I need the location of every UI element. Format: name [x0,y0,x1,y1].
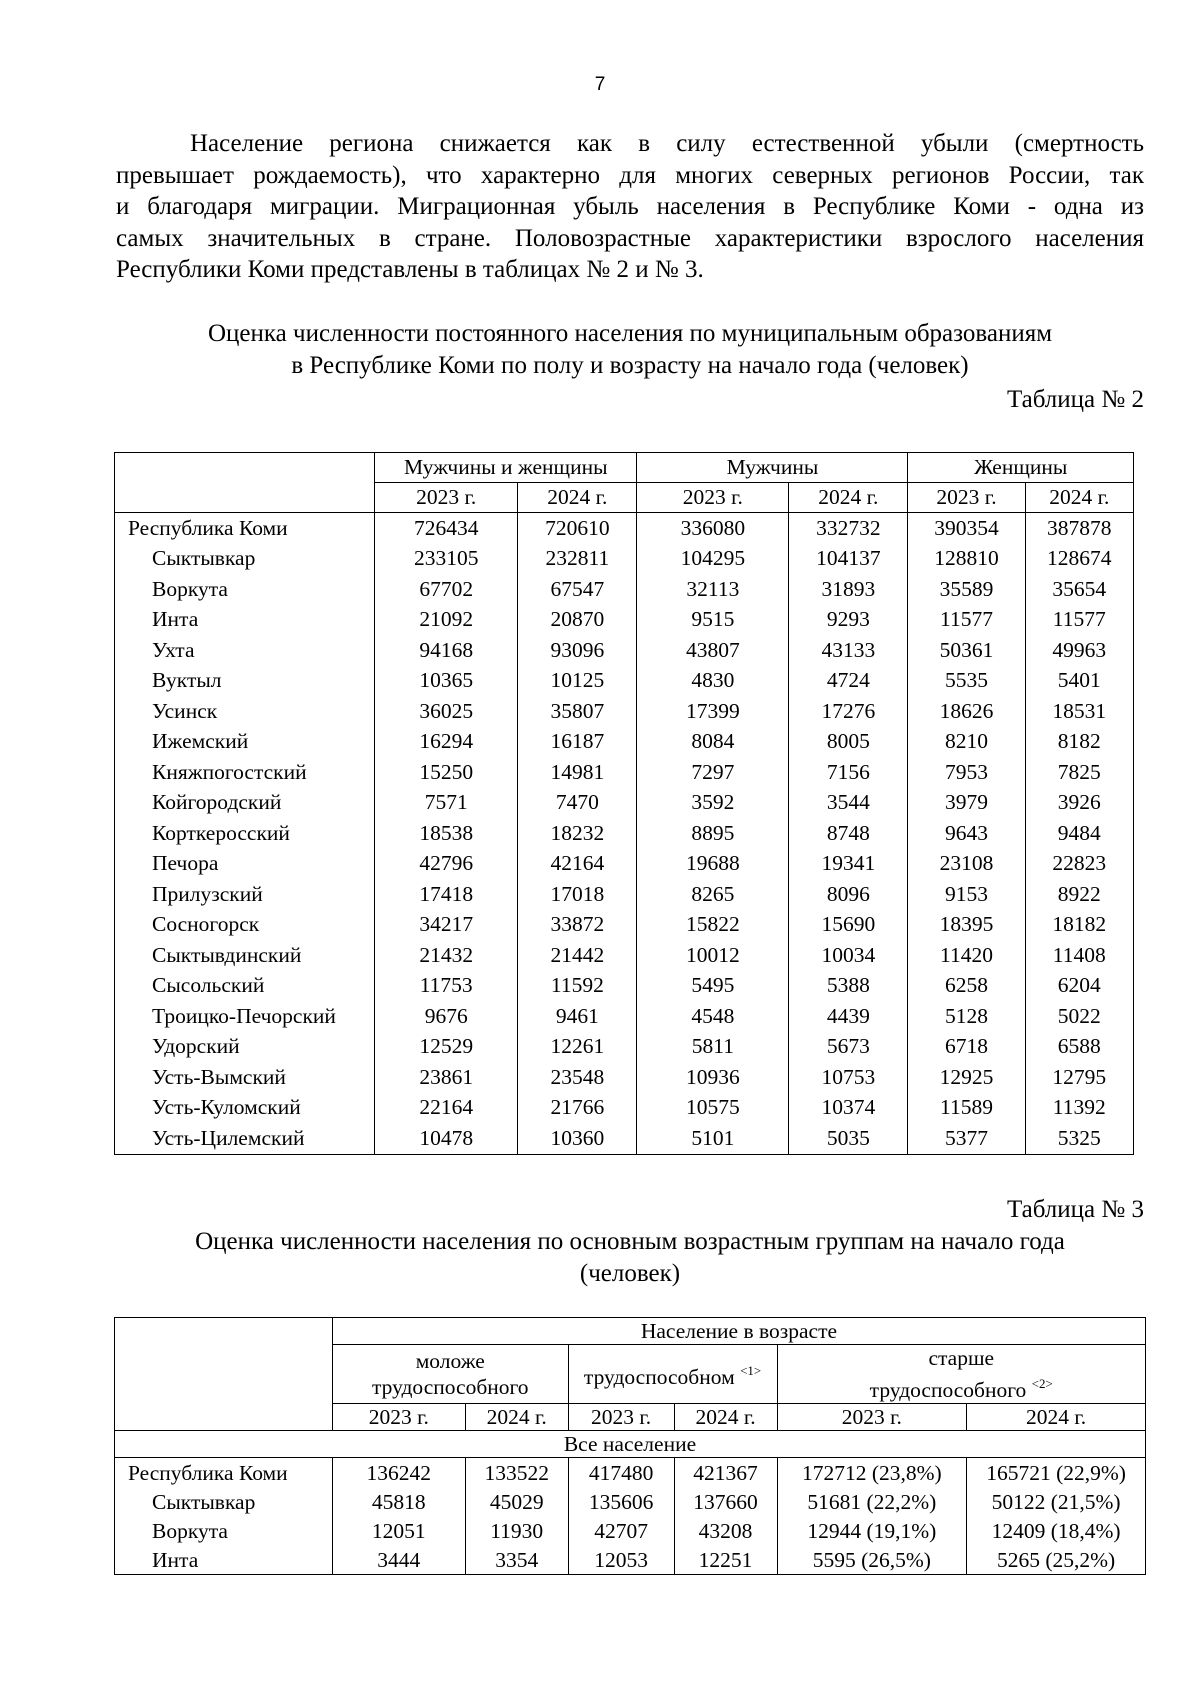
table2-row [115,910,1134,941]
table2-cell: 5388 [789,971,908,1002]
table2-row [115,879,1134,910]
table2-cell: 21092 [375,605,518,636]
table2-cell: 10575 [637,1093,789,1124]
table2-cell: 3926 [1025,788,1133,819]
table2-cell: 22823 [1025,849,1133,880]
table2-cell: 18232 [518,818,637,849]
table2-cell: 10125 [518,666,637,697]
table3-cell: 51681 (22,2%) [777,1487,967,1516]
table2-row-name: Республика Коми [115,513,375,544]
table2-cell: 18531 [1025,696,1133,727]
table2-cell: 11592 [518,971,637,1002]
table2-cell: 8895 [637,818,789,849]
table2-cell: 10478 [375,1123,518,1154]
table2-cell: 128810 [908,544,1025,575]
table2-row-name: Сосногорск [115,910,375,941]
table2-year-header: 2023 г. [908,483,1025,513]
table2-cell: 23861 [375,1062,518,1093]
table3-cell: 417480 [568,1458,674,1488]
table2-row [115,666,1134,697]
table3-top-header: Население в возрасте [332,1318,1145,1345]
table3-cell: 136242 [332,1458,465,1488]
table2-corner-cell [115,453,375,513]
table2-body [115,513,1134,1155]
table3-group-younger-line: моложе [415,1349,485,1373]
table2-cell: 11420 [908,940,1025,971]
table2-cell: 12795 [1025,1062,1133,1093]
table2-label: Таблица № 2 [1006,386,1144,413]
table2-row-name: Княжпогостский [115,757,375,788]
table2-cell: 7825 [1025,757,1133,788]
table2-cell: 10034 [789,940,908,971]
table3-cell: 50122 (21,5%) [967,1487,1146,1516]
table2-cell: 6258 [908,971,1025,1002]
table3-row-name: Инта [115,1545,333,1575]
table2-cell: 19341 [789,849,908,880]
table2-cell: 17418 [375,879,518,910]
table2-cell: 35589 [908,574,1025,605]
table2-cell: 14981 [518,757,637,788]
table2-row-name: Сыктывдинский [115,940,375,971]
table3-year-header: 2024 г. [674,1404,777,1431]
table2-row-name: Инта [115,605,375,636]
table2-row [115,1062,1134,1093]
table3-cell: 42707 [568,1516,674,1545]
table2-cell: 5101 [637,1123,789,1154]
table2-cell: 31893 [789,574,908,605]
table3-cell: 12053 [568,1545,674,1575]
table2-cell: 94168 [375,635,518,666]
table3-cell: 3444 [332,1545,465,1575]
table3-cell: 45818 [332,1487,465,1516]
table2-cell: 18182 [1025,910,1133,941]
table3-cell: 12944 (19,1%) [777,1516,967,1545]
table2-cell: 332732 [789,513,908,544]
table2-cell: 21442 [518,940,637,971]
table2-cell: 6718 [908,1032,1025,1063]
table2-cell: 15690 [789,910,908,941]
table2-row-name: Корткеросский [115,818,375,849]
table2-cell: 4548 [637,1001,789,1032]
table2-cell: 5811 [637,1032,789,1063]
table2-cell: 10365 [375,666,518,697]
table2-cell: 33872 [518,910,637,941]
table2-row-name: Сыктывкар [115,544,375,575]
table2-year-header: 2024 г. [789,483,908,513]
table2-cell: 8922 [1025,879,1133,910]
table3-year-header: 2023 г. [332,1404,465,1431]
table2-row [115,544,1134,575]
table2-cell: 720610 [518,513,637,544]
table3-label: Таблица № 3 [1006,1196,1144,1223]
table2-cell: 390354 [908,513,1025,544]
table2-cell: 3979 [908,788,1025,819]
table2-cell: 11589 [908,1093,1025,1124]
table2-cell: 15250 [375,757,518,788]
table2-cell: 8182 [1025,727,1133,758]
table2-cell: 12925 [908,1062,1025,1093]
table2-row [115,849,1134,880]
table3-cell: 421367 [674,1458,777,1488]
table2-cell: 15822 [637,910,789,941]
table2-cell: 16294 [375,727,518,758]
paragraph-line: Население региона снижается как в силу естественной убыли (смертность [190,130,1144,157]
table2-cell: 233105 [375,544,518,575]
table2-title-line: в Республике Коми по полу и возрасту на начало года (человек) [291,352,969,379]
table2-row [115,1093,1134,1124]
table2-row-name: Сысольский [115,971,375,1002]
table2-cell: 9153 [908,879,1025,910]
table2-row [115,818,1134,849]
table2-cell: 8265 [637,879,789,910]
table3-group-older-line: старше [928,1346,995,1370]
table2-cell: 16187 [518,727,637,758]
table3-title-line: (человек) [579,1260,681,1287]
table3-row [115,1458,1146,1488]
table2-cell: 19688 [637,849,789,880]
table2-cell: 21766 [518,1093,637,1124]
table3-cell: 12051 [332,1516,465,1545]
table2-title-line: Оценка численности постоянного населения по муниципальным образованиям [207,320,1053,347]
table2-row-name: Ижемский [115,727,375,758]
table2-row-name: Усть-Цилемский [115,1123,375,1154]
table2-cell: 21432 [375,940,518,971]
table2-cell: 10753 [789,1062,908,1093]
table2-cell: 50361 [908,635,1025,666]
table2-cell: 42164 [518,849,637,880]
table2-row [115,940,1134,971]
table2-cell: 36025 [375,696,518,727]
table2-row [115,1123,1134,1154]
table2-cell: 42796 [375,849,518,880]
table2-cell: 11753 [375,971,518,1002]
table2-cell: 5673 [789,1032,908,1063]
table2-cell: 726434 [375,513,518,544]
table2-row [115,757,1134,788]
table2-cell: 11392 [1025,1093,1133,1124]
table2-row [115,513,1134,544]
table3-year-header: 2023 г. [568,1404,674,1431]
table2-row-name: Троицко-Печорский [115,1001,375,1032]
table3-cell: 135606 [568,1487,674,1516]
table3-cell: 137660 [674,1487,777,1516]
table2-cell: 22164 [375,1093,518,1124]
table3-cell: 43208 [674,1516,777,1545]
table3-section-header: Все население [115,1431,1146,1458]
table2-cell: 7156 [789,757,908,788]
table2-row [115,1001,1134,1032]
table3-cell: 45029 [465,1487,568,1516]
table2-group-header: Женщины [908,453,1134,483]
table2-cell: 8748 [789,818,908,849]
table2-cell: 5377 [908,1123,1025,1154]
table2-cell: 12261 [518,1032,637,1063]
table2-cell: 5401 [1025,666,1133,697]
table2-cell: 8084 [637,727,789,758]
table2-cell: 10936 [637,1062,789,1093]
table3-group-older-line: трудоспособного [869,1378,1027,1402]
table2-cell: 32113 [637,574,789,605]
table2-cell: 9515 [637,605,789,636]
page-number: 7 [594,74,606,95]
table2-row [115,696,1134,727]
table2-year-header: 2023 г. [375,483,518,513]
table2-title [116,318,1144,382]
table2-cell: 10012 [637,940,789,971]
table2-row [115,1032,1134,1063]
table2-cell: 3592 [637,788,789,819]
table2-cell: 4724 [789,666,908,697]
table2-cell: 9643 [908,818,1025,849]
table2-cell: 7953 [908,757,1025,788]
table3-row-name: Воркута [115,1516,333,1545]
table2-row-name: Печора [115,849,375,880]
table2-cell: 49963 [1025,635,1133,666]
table3-row-name: Республика Коми [115,1458,333,1488]
table2-row [115,727,1134,758]
table3-cell: 5265 (25,2%) [967,1545,1146,1575]
table3-row-name: Сыктывкар [115,1487,333,1516]
table2-row-name: Усть-Вымский [115,1062,375,1093]
table2-row-name: Усть-Куломский [115,1093,375,1124]
table2-row [115,788,1134,819]
table2-row-name: Усинск [115,696,375,727]
table2-cell: 3544 [789,788,908,819]
table3-row [115,1516,1146,1545]
table2-row-name: Удорский [115,1032,375,1063]
table3-footnote-1: <1> [740,1363,762,1378]
table2-cell: 232811 [518,544,637,575]
table2-cell: 5128 [908,1001,1025,1032]
table2-row-name: Прилузский [115,879,375,910]
table2-cell: 5022 [1025,1001,1133,1032]
table2-cell: 104295 [637,544,789,575]
table2 [114,452,1134,1155]
table2-cell: 128674 [1025,544,1133,575]
table2-row [115,971,1134,1002]
table2-cell: 4439 [789,1001,908,1032]
table3-group-older [777,1345,1146,1404]
table3-group-younger [332,1345,568,1404]
table2-cell: 12529 [375,1032,518,1063]
table2-cell: 7571 [375,788,518,819]
table2-cell: 9461 [518,1001,637,1032]
table3-cell: 3354 [465,1545,568,1575]
table2-cell: 18538 [375,818,518,849]
table2-cell: 10374 [789,1093,908,1124]
table3-group-working-label: трудоспособном [583,1365,735,1389]
table2-row-name: Вуктыл [115,666,375,697]
table3-row [115,1545,1146,1575]
table2-cell: 17399 [637,696,789,727]
table2-cell: 8210 [908,727,1025,758]
table2-cell: 5035 [789,1123,908,1154]
table2-cell: 9484 [1025,818,1133,849]
table2-cell: 104137 [789,544,908,575]
table3-year-header: 2023 г. [777,1404,967,1431]
table2-year-header: 2024 г. [518,483,637,513]
table3-cell: 12409 (18,4%) [967,1516,1146,1545]
table3-cell: 11930 [465,1516,568,1545]
table3-year-header: 2024 г. [465,1404,568,1431]
table2-row [115,635,1134,666]
table2-cell: 7297 [637,757,789,788]
table2-row-name: Ухта [115,635,375,666]
table2-cell: 8005 [789,727,908,758]
table2-cell: 17276 [789,696,908,727]
table2-year-header: 2024 г. [1025,483,1133,513]
table2-cell: 5495 [637,971,789,1002]
table2-cell: 7470 [518,788,637,819]
table3-cell: 12251 [674,1545,777,1575]
table2-cell: 11408 [1025,940,1133,971]
table2-cell: 43133 [789,635,908,666]
table2-row-name: Койгородский [115,788,375,819]
table3-cell: 133522 [465,1458,568,1488]
table2-cell: 18395 [908,910,1025,941]
table2-cell: 93096 [518,635,637,666]
table2-cell: 11577 [1025,605,1133,636]
paragraph-line: самых значительных в стране. Половозрастные характеристики взрослого населения [116,224,1144,252]
table3-group-younger-line: трудоспособного [371,1375,529,1399]
paragraph-line: Республики Коми представлены в таблицах № 2 и № 3. [116,256,704,283]
paragraph-line: и благодаря миграции. Миграционная убыль населения в Республике Коми - одна из [116,193,1144,220]
table2-cell: 8096 [789,879,908,910]
table2-year-header: 2023 г. [637,483,789,513]
table2-cell: 5535 [908,666,1025,697]
table2-cell: 23108 [908,849,1025,880]
table3-row [115,1487,1146,1516]
table3-title [116,1226,1144,1290]
table3-cell: 5595 (26,5%) [777,1545,967,1575]
table2-cell: 35807 [518,696,637,727]
table3 [114,1317,1146,1575]
table2-cell: 387878 [1025,513,1133,544]
table2-cell: 35654 [1025,574,1133,605]
table2-cell: 34217 [375,910,518,941]
table2-group-header: Мужчины и женщины [375,453,637,483]
table2-row-name: Воркута [115,574,375,605]
table2-cell: 9293 [789,605,908,636]
table2-cell: 4830 [637,666,789,697]
table2-cell: 5325 [1025,1123,1133,1154]
table2-cell: 67547 [518,574,637,605]
table2-group-header: Мужчины [637,453,908,483]
table2-cell: 10360 [518,1123,637,1154]
table3-corner-cell [115,1318,333,1431]
intro-paragraph [116,128,1144,286]
table2-cell: 67702 [375,574,518,605]
table2-row [115,605,1134,636]
paragraph-line: превышает рождаемость), что характерно для многих северных регионов России, так [116,161,1144,189]
table3-footnote-2: <2> [1031,1376,1053,1391]
table3-body [115,1458,1146,1575]
table2-cell: 43807 [637,635,789,666]
table3-title-line: Оценка численности населения по основным возрастным группам на начало года [195,1228,1065,1255]
table2-cell: 17018 [518,879,637,910]
table3-group-working [568,1345,777,1404]
table2-cell: 9676 [375,1001,518,1032]
table2-cell: 11577 [908,605,1025,636]
table2-cell: 20870 [518,605,637,636]
table2-cell: 6588 [1025,1032,1133,1063]
table2-cell: 23548 [518,1062,637,1093]
table3-cell: 165721 (22,9%) [967,1458,1146,1488]
table3-cell: 172712 (23,8%) [777,1458,967,1488]
table3-year-header: 2024 г. [967,1404,1146,1431]
table2-cell: 336080 [637,513,789,544]
table2-cell: 6204 [1025,971,1133,1002]
table2-cell: 18626 [908,696,1025,727]
table2-row [115,574,1134,605]
